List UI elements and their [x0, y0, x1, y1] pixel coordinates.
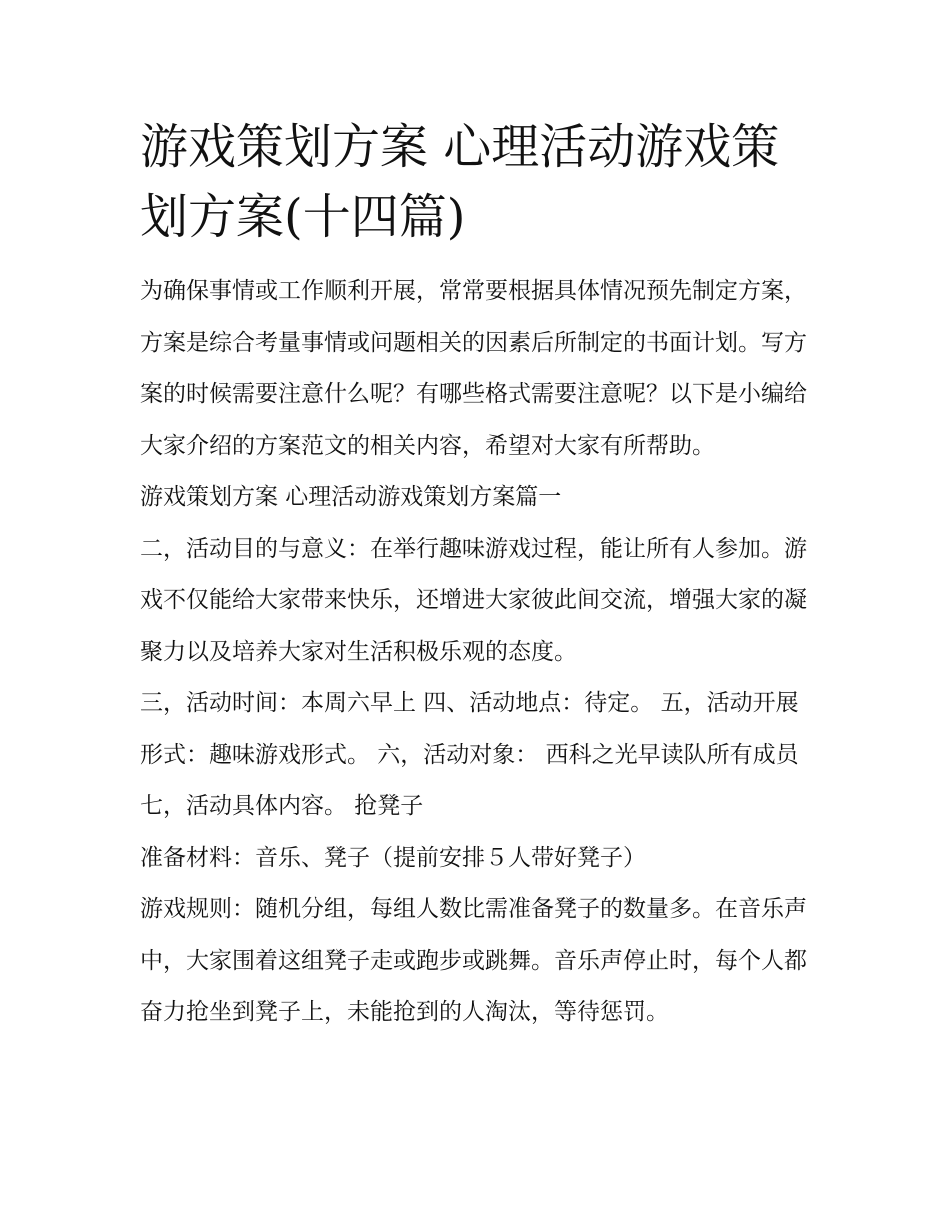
paragraph-details: 三，活动时间：本周六早上 四、活动地点：待定。 五，活动开展形式：趣味游戏形式。 六，活动对象： 西科之光早读队所有成员 七，活动具体内容。 抢凳子	[140, 690, 799, 819]
intro-paragraph: 为确保事情或工作顺利开展，常常要根据具体情况预先制定方案，方案是综合考量事情或问题相关的因素后所制定的书面计划。写方案的时候需要注意什么呢？有哪些格式需要注意呢？以下是小编给大家介绍的方案范文的相关内容，希望对大家有所帮助。	[140, 278, 807, 459]
paragraph-purpose: 二，活动目的与意义：在举行趣味游戏过程，能让所有人参加。游戏不仅能给大家带来快乐，还增进大家彼此间交流，增强大家的凝聚力以及培养大家对生活积极乐观的态度。	[140, 535, 807, 665]
paragraph-materials: 准备材料：音乐、凳子（提前安排５人带好凳子）	[140, 844, 646, 871]
section-heading: 游戏策划方案 心理活动游戏策划方案篇一	[140, 484, 562, 510]
document-content	[140, 112, 816, 1039]
document-title: 游戏策划方案 心理活动游戏策划方案(十四篇)	[140, 119, 780, 245]
paragraph-rules: 游戏规则：随机分组，每组人数比需准备凳子的数量多。在音乐声中，大家围着这组凳子走或跑步或跳舞。音乐声停止时，每个人都奋力抢坐到凳子上，未能抢到的人淘汰，等待惩罚。	[140, 896, 807, 1025]
document-body	[140, 266, 816, 1039]
